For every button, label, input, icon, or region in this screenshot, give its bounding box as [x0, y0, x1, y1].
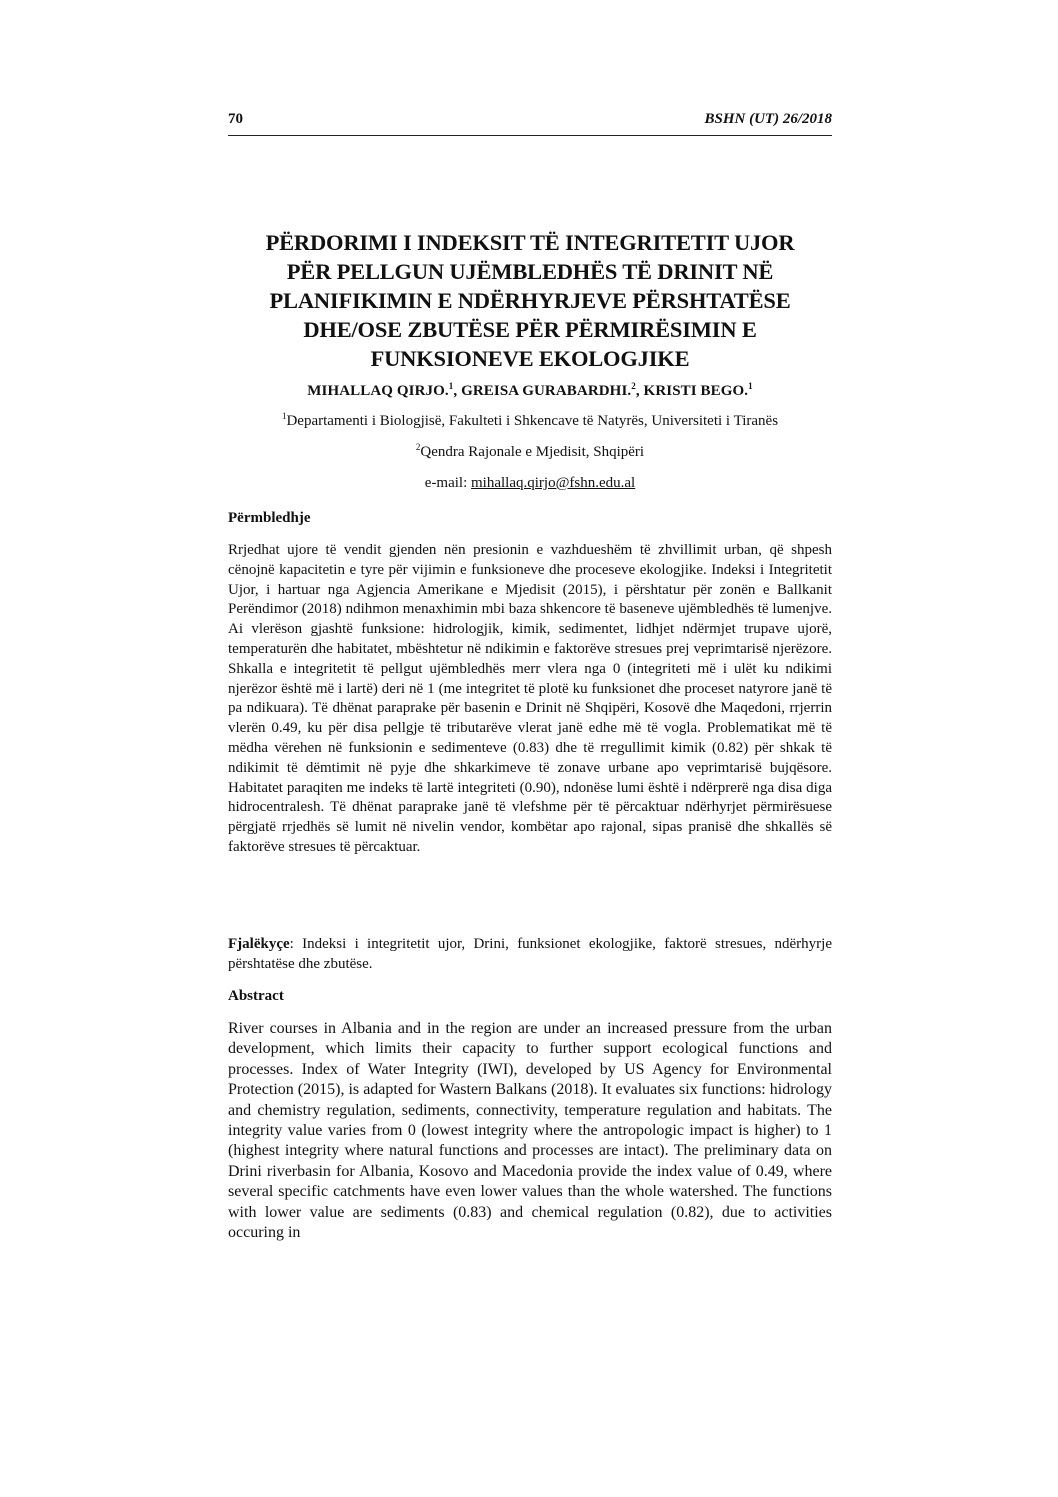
running-header — [228, 111, 832, 136]
section-heading-permbledhje: Përmbledhje — [228, 510, 311, 526]
email-link[interactable]: mihallaq.qirjo@fshn.edu.al — [471, 475, 636, 491]
journal-name: BSHN (UT) 26/2018 — [704, 111, 832, 127]
abstract-paragraph: River courses in Albania and in the region are under an increased pressure from the urban development, which limits their capacity to further support ecological functions and processes. Index of Water Integrity (IWI), developed by US Agency for Environmental Protection (2015), is adapted for Wastern Balkans (2018). It evaluates six functions: hidrology and chemistry regulation, sediments, connectivity, temperature regulation and habitats. The integrity value varies from 0 (lowest integrity where the antropologic impact is higher) to 1 (highest integrity where natural functions and processes are intact). The preliminary data on Drini riverbasin for Albania, Kosovo and Macedonia provide the index value of 0.49, where several specific catchments have even lower values than the whole watershed. The functions with lower value are sediments (0.83) and chemical regulation (0.82), due to activities occuring in — [228, 1020, 832, 1242]
section-heading-abstract: Abstract — [228, 988, 284, 1004]
affiliation-1 — [228, 413, 832, 430]
author-name: , GREISA GURABARDHI. — [453, 383, 632, 399]
author-name: , KRISTI BEGO. — [635, 383, 749, 399]
paper-title — [228, 228, 832, 373]
keywords-label: Fjalëkyçe — [228, 936, 290, 952]
affiliation-2 — [228, 444, 832, 461]
title-line: PËRDORIMI I INDEKSIT TË INTEGRITETIT UJOR — [265, 230, 795, 255]
email-label: e-mail: — [424, 475, 472, 491]
permbledhje-paragraph: Rrjedhat ujore të vendit gjenden nën presionin e vazhdueshëm të zhvillimit urban, që shpesh cënojnë kapacitetin e tyre për vijimin e funksioneve dhe proceseve ekologjike. Indeksi i Integritetit Ujor, i hartuar nga Agjencia Amerikane e Mjedisit (2015), i përshtatur për zonën e Ballkanit Perëndimor (2018) ndihmon menaxhimin mbi baza shkencore të baseneve ujëmbledhës të lumenjve. Ai vlerëson gjashtë funksione: hidrologjik, kimik, sedimentet, lidhjet ndërmjet trupave ujorë, temperaturën dhe habitatet, mbështetur në ndikimin e faktorëve stresues prej veprimtarisë njerëzore. Shkalla e integritetit të pellgut ujëmbledhës merr vlera nga 0 (integriteti më i ulët ku ndikimi njerëzor është më i lartë) deri në 1 (me integritet të plotë ku funksionet dhe proceset natyrore janë të pa ndikuara). Të dhënat paraprake për basenin e Drinit në Shqipëri, Kosovë dhe Maqedoni, rrjerrin vlerën 0.49, ku për disa pellgje të tributarëve vlerat janë edhe më të vogla. Problematikat më të mëdha vërehen në funksionin e sedimenteve (0.83) dhe të rregullimit kimik (0.82) për shkak të ndikimit të dëmtimit në pyje dhe shkarkimeve të zonave urbane apo veprimtarisë bujqësore. Habitatet paraqiten me indeks të lartë integriteti (0.90), ndonëse lumi është i ndërprerë nga disa diga hidrocentralesh. Të dhënat paraprake janë të vlefshme për të përcaktuar ndërhyrjet përmirësuese përgjatë rrjedhës së lumit në nivelin vendor, kombëtar apo rajonal, sipas pranisë dhe shkallës së faktorëve stresues të përcaktuar. — [228, 542, 832, 855]
author-list — [228, 383, 832, 400]
contact-email — [228, 475, 832, 492]
affiliation-marker: 1 — [281, 411, 287, 421]
title-line: DHE/OSE ZBUTËSE PËR PËRMIRËSIMIN E — [303, 317, 757, 342]
page-number: 70 — [228, 111, 243, 127]
author-name: MIHALLAQ QIRJO. — [307, 383, 449, 399]
title-line: PLANIFIKIMIN E NDËRHYRJEVE PËRSHTATËSE — [269, 288, 791, 313]
keywords-text: : Indeksi i integritetit ujor, Drini, funksionet ekologjike, faktorë stresues, ndërhyrje përshtatëse dhe zbutëse. — [228, 936, 832, 972]
keywords-paragraph — [228, 935, 832, 975]
title-line: PËR PELLGUN UJËMBLEDHËS TË DRINIT NË — [286, 259, 774, 284]
affiliation-text: Qendra Rajonale e Mjedisit, Shqipëri — [420, 444, 645, 460]
author-affiliation-marker: 1 — [748, 381, 753, 391]
author-affiliation-marker: 1 — [448, 381, 454, 391]
title-line: FUNKSIONEVE EKOLOGJIKE — [370, 346, 690, 371]
affiliation-text: Departamenti i Biologjisë, Fakulteti i Shkencave të Natyrës, Universiteti i Tiranës — [286, 413, 779, 429]
affiliation-marker: 2 — [415, 442, 421, 452]
author-affiliation-marker: 2 — [631, 381, 636, 391]
